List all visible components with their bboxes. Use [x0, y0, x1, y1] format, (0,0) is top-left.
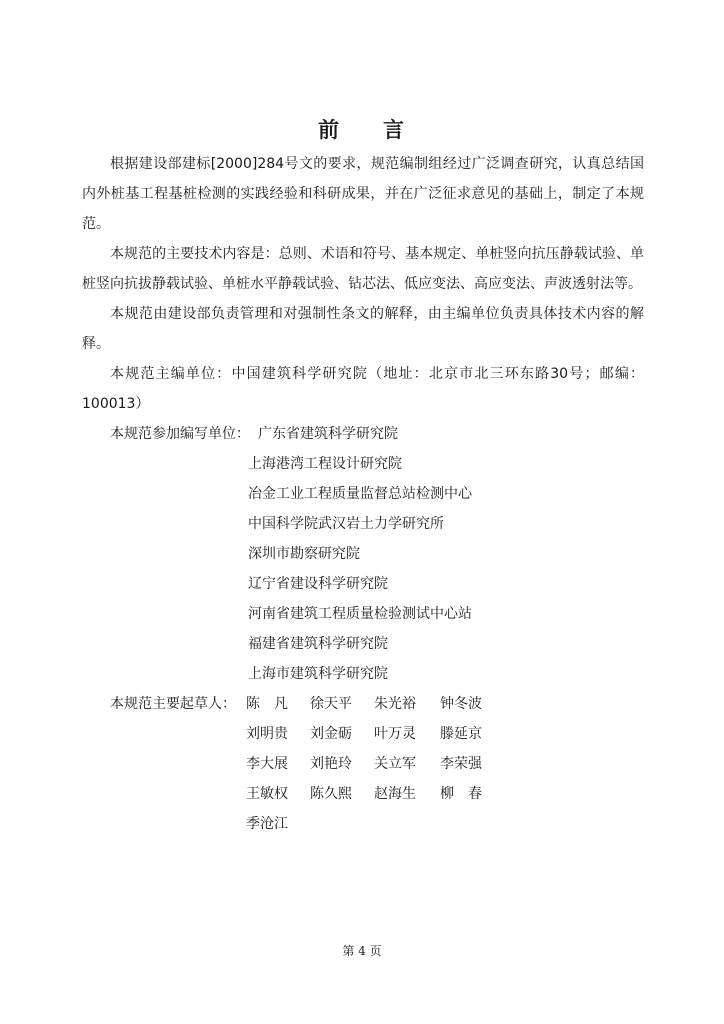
- drafter-name: 陈久熙: [310, 786, 352, 802]
- participating-unit-row: [82, 419, 644, 449]
- participating-unit-row: [82, 539, 644, 569]
- participating-unit: 中国科学院武汉岩土力学研究所: [248, 516, 444, 532]
- drafter-name: 朱光裕: [374, 696, 416, 712]
- paragraph-chief-unit: 本规范主编单位：中国建筑科学研究院（地址：北京市北三环东路30号；邮编：100013）: [82, 366, 644, 412]
- drafter-row: [82, 779, 644, 809]
- drafter-name: 柳 春: [440, 786, 482, 802]
- participating-unit: 上海港湾工程设计研究院: [248, 456, 402, 472]
- participating-unit-row: [82, 479, 644, 509]
- participating-unit: 河南省建筑工程质量检验测试中心站: [248, 606, 472, 622]
- drafter-name: 李荣强: [440, 756, 482, 772]
- drafter-row: [82, 689, 644, 719]
- participating-unit: 冶金工业工程质量监督总站检测中心: [248, 486, 472, 502]
- participating-units-label: 本规范参加编写单位：: [110, 426, 250, 442]
- participating-unit: 深圳市勘察研究院: [248, 546, 360, 562]
- drafter-row: [82, 719, 644, 749]
- participating-unit: 福建省建筑科学研究院: [248, 636, 388, 652]
- participating-unit-row: [82, 509, 644, 539]
- drafter-name: 滕延京: [440, 726, 482, 742]
- drafter-name: 赵海生: [374, 786, 416, 802]
- drafter-name: 李大展: [246, 756, 288, 772]
- drafter-name: 陈 凡: [246, 696, 288, 712]
- participating-unit-row: [82, 569, 644, 599]
- title-char-2: 言: [383, 117, 406, 142]
- participating-unit-row: [82, 659, 644, 689]
- drafter-row: [82, 809, 644, 839]
- drafter-row: [82, 749, 644, 779]
- drafter-name: 钟冬波: [440, 696, 482, 712]
- drafter-name: 徐天平: [310, 696, 352, 712]
- participating-unit: 上海市建筑科学研究院: [248, 666, 388, 682]
- preface-body: [82, 149, 644, 839]
- drafters-label: 本规范主要起草人：: [110, 696, 236, 712]
- drafter-name: 关立军: [374, 756, 416, 772]
- paragraph-contents: 本规范的主要技术内容是：总则、术语和符号、基本规定、单桩竖向抗压静载试验、单桩竖向抗拔静载试验、单桩水平静载试验、钻芯法、低应变法、高应变法、声波透射法等。: [82, 246, 644, 292]
- drafter-name: 刘艳玲: [310, 756, 352, 772]
- drafter-name: 季沧江: [246, 816, 288, 832]
- drafter-name: 刘金砺: [310, 726, 352, 742]
- page-title: [0, 114, 724, 144]
- title-char-1: 前: [318, 117, 341, 142]
- paragraph-management: 本规范由建设部负责管理和对强制性条文的解释，由主编单位负责具体技术内容的解释。: [82, 306, 644, 352]
- drafter-name: 刘明贵: [246, 726, 288, 742]
- participating-unit-row: [82, 599, 644, 629]
- page-number: 第 4 页: [342, 944, 382, 958]
- drafter-name: 王敏权: [246, 786, 288, 802]
- participating-unit: 辽宁省建设科学研究院: [248, 576, 388, 592]
- participating-unit-row: [82, 629, 644, 659]
- participating-unit: 广东省建筑科学研究院: [258, 426, 398, 442]
- drafter-name: 叶万灵: [374, 726, 416, 742]
- participating-unit-row: [82, 449, 644, 479]
- paragraph-basis: 根据建设部建标[2000]284号文的要求，规范编制组经过广泛调查研究，认真总结国内外桩基工程基桩检测的实践经验和科研成果，并在广泛征求意见的基础上，制定了本规范。: [82, 156, 644, 232]
